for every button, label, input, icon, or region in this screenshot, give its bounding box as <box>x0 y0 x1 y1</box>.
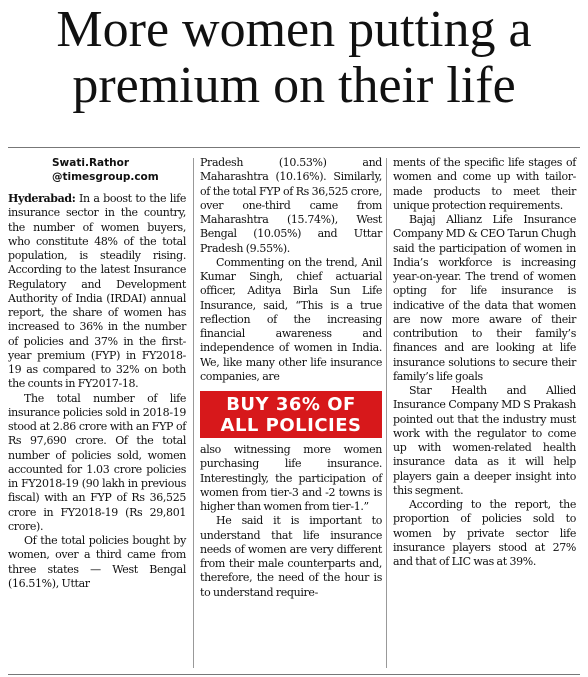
pullquote-line-2: ALL POLICIES <box>220 415 362 436</box>
byline <box>8 156 186 184</box>
byline-author: Swati.Rathor <box>52 157 130 169</box>
headline <box>0 2 588 114</box>
headline-line-2: premium on their life <box>72 57 516 114</box>
article-paragraph: He said it is important to understand that life insurance needs of women are very different from their male counterparts and, therefore, the need of the hour is to understand require- <box>200 514 382 599</box>
article-paragraph: Commenting on the trend, Anil Kumar Singh, chief actuarial officer, Aditya Birla Sun Life Insurance, said, “This is a true reflection of the increasing financial awareness and independence of women in India. We, like many other life insurance companies, are <box>200 255 382 383</box>
column-divider-2 <box>386 158 387 668</box>
article-paragraph: Star Health and Allied Insurance Company MD S Prakash pointed out that the industry must work with the regulator to come up with women-related health insurance data as it will help players gain a deeper insight into this segment. <box>393 384 576 497</box>
headline-line-1: More women putting a <box>56 1 532 58</box>
article-paragraph <box>8 192 186 392</box>
column-3 <box>393 156 576 569</box>
headline-rule <box>8 147 580 148</box>
column-divider-1 <box>193 158 194 668</box>
article-paragraph: ments of the specific life stages of women and come up with tailor-made products to meet their unique protection requirements. <box>393 156 576 212</box>
column-1 <box>8 156 186 591</box>
article-paragraph: According to the report, the proportion of policies sold to women by private sector life insurance players stood at 27% and that of LIC was at 39%. <box>393 498 576 568</box>
article-paragraph: Pradesh (10.53%) and Maharashtra (10.16%). Similarly, of the total FYP of Rs 36,525 crore, over one-third came from Maharashtra (15.74%), West Bengal (10.05%) and Uttar Pradesh (9.55%). <box>200 156 382 255</box>
article-paragraph: also witnessing more women purchasing life insurance. Interestingly, the participation of women from tier-3 and -2 towns is higher than women from tier-1.” <box>200 443 382 513</box>
byline-handle: @timesgroup.com <box>52 171 159 183</box>
paragraph-text: In a boost to the life insurance sector in the country, the number of women buyers, who constitute 48% of the total population, is steadily rising. According to the latest Insurance Regulatory and Development Authority of India (IRDAI) annual report, the share of women has increased to 36% in the number of policies and 37% in the first-year premium (FYP) in FY2018-19 as compared to 32% on both the counts in FY2017-18. <box>8 192 186 391</box>
bottom-rule <box>8 674 580 675</box>
pullquote-line-1: BUY 36% OF <box>226 394 356 415</box>
pullquote-box <box>200 391 382 438</box>
article-paragraph: The total number of life insurance policies sold in 2018-19 stood at 2.86 crore with an FYP of Rs 97,690 crore. Of the total number of policies sold, women accounted for 1.03 crore policies in FY2018-19 (90 lakh in previous fiscal) with an FYP of Rs 36,525 crore in FY2018-19 (Rs 29,801 crore). <box>8 391 186 533</box>
dateline: Hyderabad: <box>8 192 76 205</box>
article-paragraph: Bajaj Allianz Life Insurance Company MD & CEO Tarun Chugh said the participation of women in India’s workforce is increasing year-on-year. The trend of women opting for life insurance is indicative of the data that women are now more aware of their contribution to their family’s finances and are looking at life insurance solutions to secure their family’s life goals <box>393 213 576 383</box>
article-paragraph: Of the total policies bought by women, over a third came from three states — West Bengal (16.51%), Uttar <box>8 534 186 590</box>
column-2 <box>200 156 382 600</box>
